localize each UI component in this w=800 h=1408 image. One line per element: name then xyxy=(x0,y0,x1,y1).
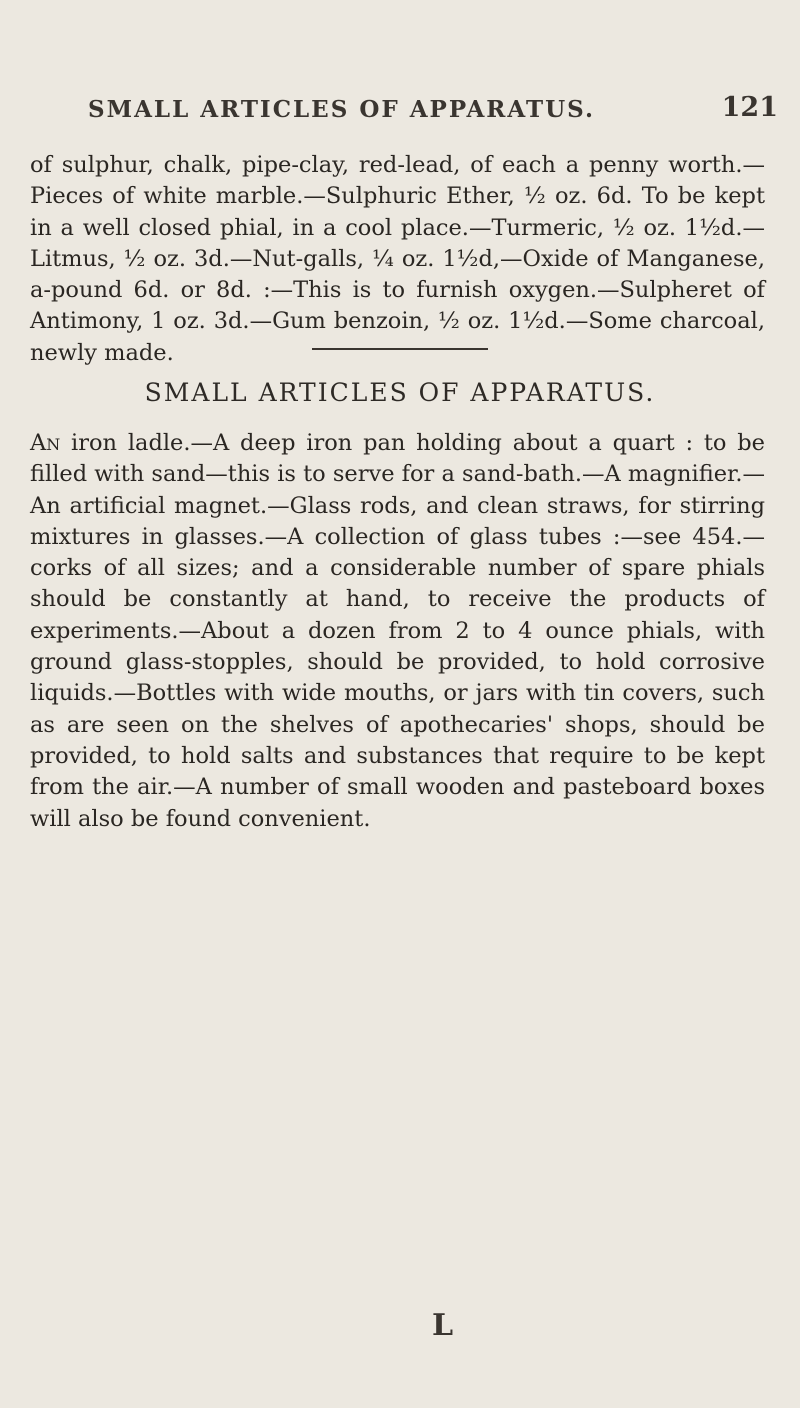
section-title: SMALL ARTICLES OF APPARATUS. xyxy=(144,378,656,407)
section-divider xyxy=(312,348,488,350)
signature-mark: L xyxy=(432,1308,454,1343)
page-number: 121 xyxy=(721,92,778,123)
section-paragraph xyxy=(30,428,765,835)
drop-word: An xyxy=(30,430,61,456)
running-title: SMALL ARTICLES OF APPARATUS. xyxy=(88,96,595,123)
section-body: iron ladle.—A deep iron pan holding about a quart : to be filled with sand—this is to serve for a sand-bath.—A magnifier.—An artificial magnet.—Glass rods, and clean straws, for stirring mixtures in glasses.—A collection of glass tubes :—see 454.—corks of all sizes; and a considerable number of spare phials should be constantly at hand, to receive the products of experiments.—About a dozen from 2 to 4 ounce phials, with ground glass-stopples, should be provided, to hold corrosive liquids.—Bottles with wide mouths, or jars with tin covers, such as are seen on the shelves of apothecaries' shops, should be provided, to hold salts and substances that require to be kept from the air.—A number of small wooden and pasteboard boxes will also be found convenient. xyxy=(30,430,765,832)
continuation-paragraph: of sulphur, chalk, pipe-clay, red-lead, of each a penny worth.—Pieces of white marble.—Sulphuric Ether, ½ oz. 6d. To be kept in a well closed phial, in a cool place.—Turmeric, ½ oz. 1½d.—Litmus, ½ oz. 3d.—Nut-galls, ¼ oz. 1½d,—Oxide of Manganese, a-pound 6d. or 8d. :—This is to furnish oxygen.—Sulpheret of Antimony, 1 oz. 3d.—Gum benzoin, ½ oz. 1½d.—Some charcoal, newly made. xyxy=(30,152,765,366)
running-head xyxy=(88,92,778,136)
